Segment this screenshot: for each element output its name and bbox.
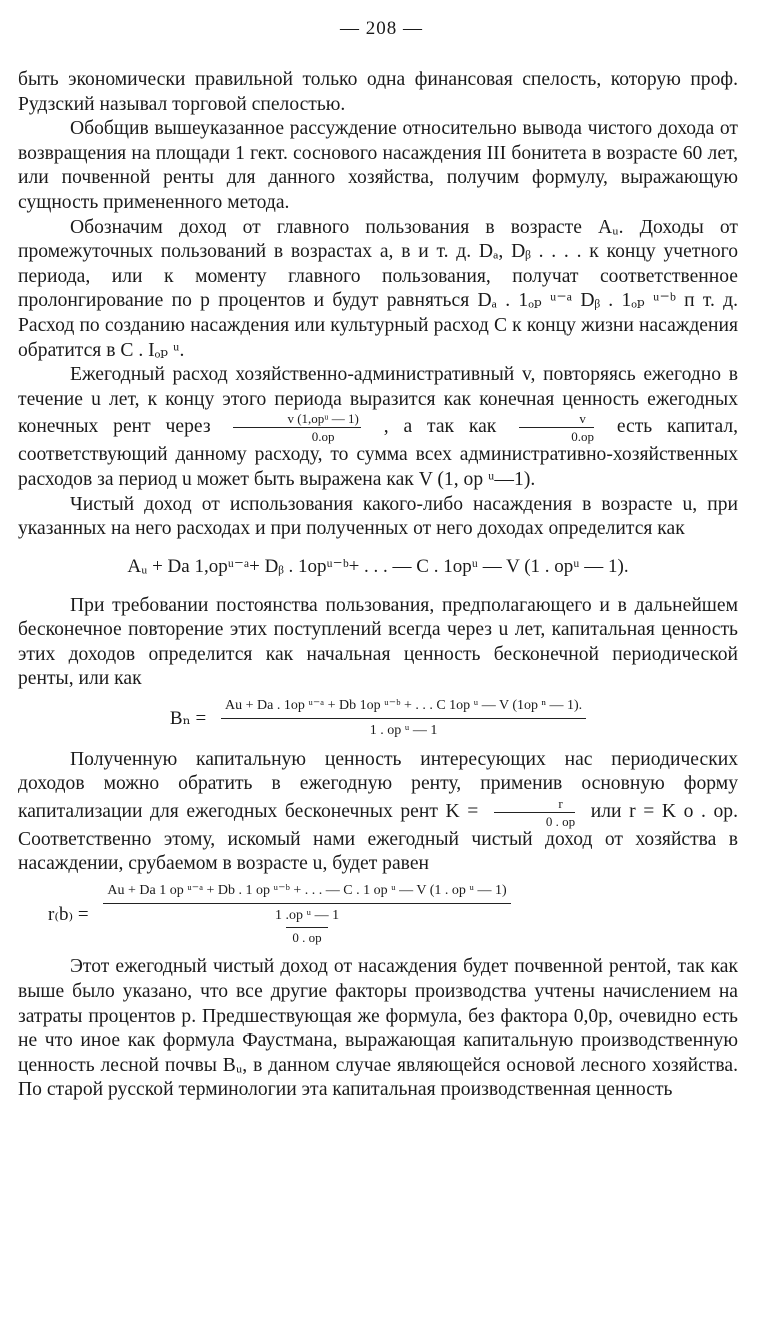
capital-fraction [519, 412, 594, 443]
equation-rb-fraction [103, 883, 510, 947]
equation-bn-lhs: Bₙ = [169, 707, 207, 729]
page-number: — 208 — [340, 18, 423, 39]
paragraph-7-text-before: Полученную капитальную ценность интересующих нас периодических доходов можно обратить в ежегодную ренту, применив основную форму капитализации для ежегодных бесконечных рент K = [18, 748, 738, 822]
equation-rb-denominator-top: 1 .op ᵘ — 1 [274, 907, 340, 923]
paragraph-6: При требовании постоянства пользования, предполагающего и в дальнейшем бесконечное повторение этих поступлений всегда через u лет, капитальная ценность этих доходов определится как начальная ценность бесконечной периодической ренты, или как [18, 594, 738, 690]
equation-bn-fraction [221, 698, 586, 740]
rent-fraction [494, 797, 575, 828]
equation-rb-denominator-bottom: 0 . op [286, 927, 327, 946]
paragraph-4-text-after: есть капитал, соответствующий данному расходу, то сумма всех административно-хозяйственных расходов за период u может быть выражена как V (1, op ᵘ—1). [18, 416, 739, 490]
paragraph-1: быть экономически правильной только одна финансовая спелость, которую проф. Рудзский называл торговой спелостью. [18, 69, 738, 115]
paragraph-4 [18, 363, 738, 492]
page-body [18, 68, 738, 1103]
paragraph-5: Чистый доход от использования какого-либо насаждения в возрасте u, при указанных на него расходах и при полученных от него доходах определится как [18, 493, 738, 540]
paragraph-7-text-after: или r = K o . op. Соответственно этому, искомый нами ежегодный чистый доход от хозяйства в насаждении, срубаемом в возрасте u, будет равен [18, 800, 738, 875]
capital-fraction-denominator: 0.op [571, 429, 594, 445]
rent-fraction-numerator: r [494, 797, 575, 813]
equation-rb-denominator [103, 904, 510, 948]
annuity-fraction-numerator: v (1,opᵘ — 1) [233, 412, 360, 428]
annuity-fraction [233, 412, 360, 443]
paragraph-2: Обобщив вышеуказанное рассуждение относительно вывода чистого дохода от возвращения на площади 1 гект. соснового насаждения III бонитета в возрасте 60 лет, или почвенной ренты для данного хозяйства, получим формулу, выражающую сущность примененного метода. [18, 118, 738, 213]
equation-rb [18, 883, 738, 947]
equation-bn [18, 698, 738, 740]
paragraph-4-text-before: Ежегодный расход хозяйственно-административный v, повторяясь ежегодно в течение u лет, к концу этого периода выразится как конечная ценность ежегодных конечных рент через [18, 364, 738, 438]
rent-fraction-denominator: 0 . op [545, 813, 576, 829]
paragraph-3: Обозначим доход от главного пользования в возрасте Aᵤ. Доходы от промежуточных пользований в возрастах а, в и т. д. Dₐ, Dᵦ . . . . к концу учетного периода, или к моменту главного пользования, получат соответственное пролонгирование по р процентов и будут равняться Dₐ . 1ₒₚ ᵘ⁻ᵃ Dᵦ . 1ₒₚ ᵘ⁻ᵇ п т. д. Расход по созданию насаждения или культурный расход С к концу жизни насаждения обратится в С . Iₒₚ ᵘ. [18, 216, 738, 361]
capital-fraction-numerator: v [519, 412, 594, 428]
equation-rb-numerator: Au + Da 1 op ᵘ⁻ᵃ + Db . 1 op ᵘ⁻ᵇ + . . . — C . 1 op ᵘ — V (1 . op ᵘ — 1) [103, 883, 510, 904]
paragraph-8: Этот ежегодный чистый доход от насаждения будет почвенной рентой, так как выше было указано, что все другие факторы производства учтены начислением на затраты процентов р. Предшествующая же формула, без фактора 0,0р, очевидно есть не что иное как формула Фаустмана, выражающая капитальную производственную ценность лесной почвы Bᵤ, в данном случае являющейся основой лесного хозяйства. По старой русской терминологии эта капитальная производственная ценность [18, 956, 738, 1101]
paragraph-4-text-middle: , а так как [383, 416, 497, 438]
equation-bn-numerator: Au + Da . 1op ᵘ⁻ᵃ + Db 1op ᵘ⁻ᵇ + . . . C 1op ᵘ — V (1op ⁿ — 1). [221, 698, 586, 719]
equation-net-income: Aᵤ + Da 1,opᵘ⁻ᵃ+ Dᵦ . 1opᵘ⁻ᵇ+ . . . — C . 1opᵘ — V (1 . opᵘ — 1). [127, 555, 629, 577]
equation-bn-denominator: 1 . op ᵘ — 1 [369, 722, 438, 738]
annuity-fraction-denominator: 0.op [311, 429, 335, 445]
equation-rb-lhs: r₍b₎ = [48, 904, 89, 926]
paragraph-7 [18, 748, 738, 877]
